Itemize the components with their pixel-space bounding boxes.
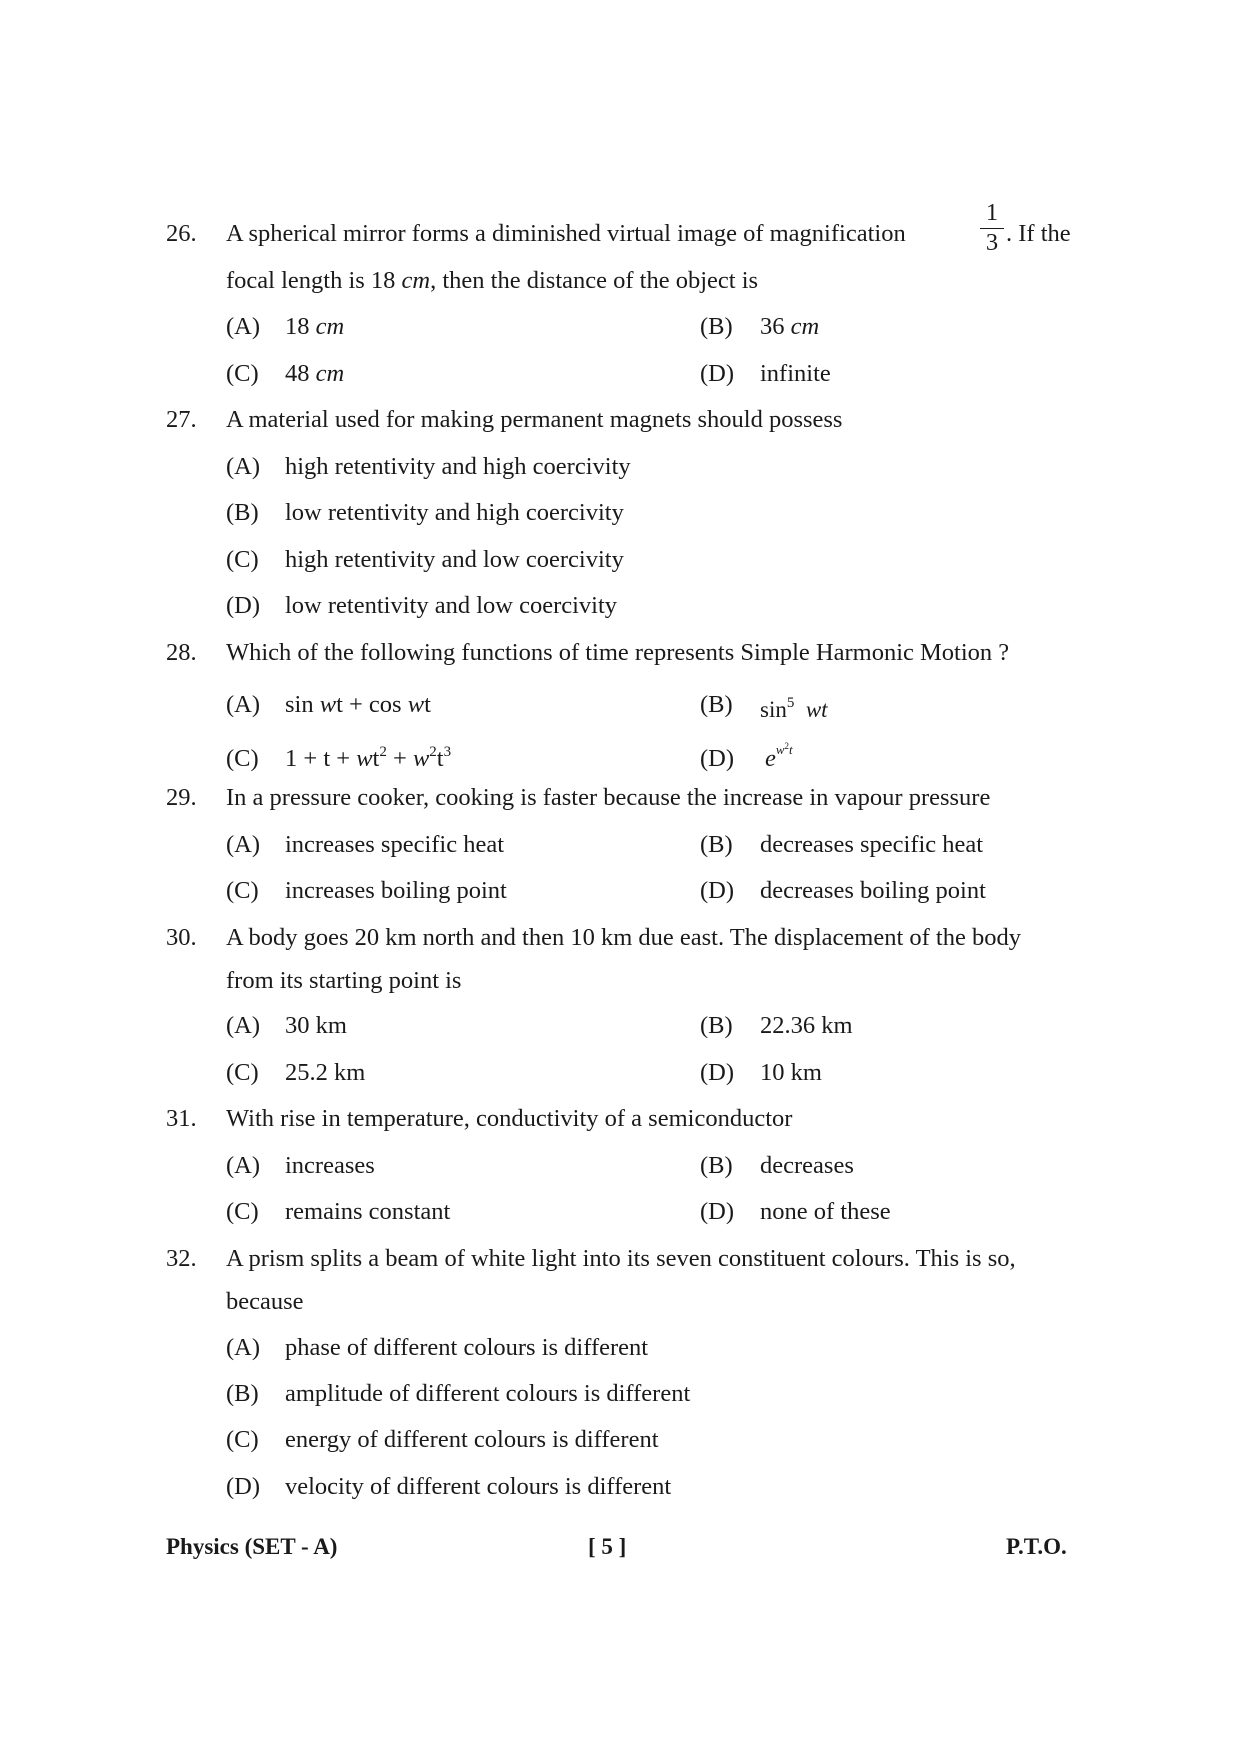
formula-exponent: 3 <box>443 744 452 760</box>
option-text: low retentivity and high coercivity <box>285 499 624 526</box>
option-text: increases boiling point <box>285 877 507 904</box>
fraction-numerator: 1 <box>985 199 999 226</box>
question-text-line: A spherical mirror forms a diminished virtual image of magnification <box>226 220 906 247</box>
option-label: (C) <box>226 877 259 904</box>
option-text: increases specific heat <box>285 831 505 858</box>
fraction-one-third <box>978 200 1006 256</box>
option-text: low retentivity and low coercivity <box>285 592 618 619</box>
option-text: amplitude of different colours is different <box>285 1380 691 1407</box>
option-label: (D) <box>700 877 735 904</box>
question-number: 32. <box>166 1245 197 1272</box>
formula-part: t <box>424 691 431 718</box>
option-label: (D) <box>700 360 735 387</box>
option-formula <box>285 744 451 774</box>
formula-exponent: 2 <box>784 741 790 751</box>
formula-var: w <box>412 745 430 772</box>
option-text: phase of different colours is different <box>285 1334 649 1361</box>
option-label: (C) <box>226 1059 259 1086</box>
question-text-line <box>226 266 758 296</box>
question-number: 26. <box>166 220 197 247</box>
option-label: (A) <box>226 313 261 340</box>
option-text <box>285 312 344 342</box>
option-label: (B) <box>700 1012 733 1039</box>
footer-subject: Physics (SET - A) <box>166 1534 338 1559</box>
question-text-line: A body goes 20 km north and then 10 km due east. The displacement of the body <box>226 924 1021 951</box>
text-part: , then the distance of the object is <box>430 267 759 294</box>
question-text-line: from its starting point is <box>226 967 462 994</box>
formula-var: w <box>356 745 373 772</box>
option-value: 48 <box>285 360 310 387</box>
formula-part: + <box>386 745 413 772</box>
question-text-line: A prism splits a beam of white light into its seven constituent colours. This is so, <box>226 1245 1016 1272</box>
option-label: (B) <box>226 1380 259 1407</box>
option-text: high retentivity and high coercivity <box>285 453 631 480</box>
question-number: 28. <box>166 639 197 666</box>
formula-exponent: 2 <box>379 744 387 760</box>
option-label: (C) <box>226 1198 259 1225</box>
option-text: 10 km <box>760 1059 822 1086</box>
option-text <box>285 359 344 389</box>
unit-text: cm <box>401 267 431 294</box>
option-text: 25.2 km <box>285 1059 366 1086</box>
question-text-tail: . If the <box>1006 220 1071 247</box>
option-label: (A) <box>226 1334 261 1361</box>
option-text: increases <box>285 1152 375 1179</box>
option-label: (B) <box>700 1152 733 1179</box>
unit-text: cm <box>315 313 345 340</box>
option-label: (A) <box>226 691 261 718</box>
option-value: 18 <box>285 313 310 340</box>
fraction-denominator: 3 <box>985 229 999 256</box>
footer-pto: P.T.O. <box>1006 1534 1067 1559</box>
question-text-line: because <box>226 1288 304 1315</box>
option-label: (A) <box>226 1012 261 1039</box>
option-text: 30 km <box>285 1012 347 1039</box>
option-text: velocity of different colours is different <box>285 1473 672 1500</box>
option-formula <box>285 690 431 720</box>
option-label: (D) <box>700 745 735 772</box>
formula-exponent: 5 <box>786 695 795 711</box>
question-number: 30. <box>166 924 197 951</box>
option-label: (B) <box>700 691 733 718</box>
formula-var: w <box>407 691 425 718</box>
option-label: (D) <box>226 592 261 619</box>
question-text: With rise in temperature, conductivity of a semiconductor <box>226 1105 793 1132</box>
question-text: In a pressure cooker, cooking is faster because the increase in vapour pressure <box>226 784 991 811</box>
option-formula <box>760 695 828 725</box>
question-text <box>226 219 906 249</box>
option-label: (B) <box>226 499 259 526</box>
option-label: (A) <box>226 453 261 480</box>
option-formula <box>765 741 793 774</box>
option-label: (D) <box>700 1198 735 1225</box>
option-text: infinite <box>760 360 831 387</box>
question-text: A material used for making permanent magnets should possess <box>226 406 843 433</box>
question-number: 27. <box>166 406 197 433</box>
formula-exponent: 2 <box>429 744 437 760</box>
option-label: (A) <box>226 1152 261 1179</box>
option-text: high retentivity and low coercivity <box>285 546 624 573</box>
formula-var: t <box>789 742 793 757</box>
option-label: (D) <box>226 1473 261 1500</box>
option-text: decreases <box>760 1152 854 1179</box>
footer-page-number: [ 5 ] <box>588 1534 627 1559</box>
formula-part: sin <box>760 697 787 722</box>
option-text: remains constant <box>285 1198 451 1225</box>
formula-var: wt <box>805 697 828 722</box>
formula-part: t <box>436 745 444 772</box>
option-label: (B) <box>700 313 733 340</box>
option-label: (C) <box>226 745 259 772</box>
option-text: decreases specific heat <box>760 831 984 858</box>
formula-part: 1 + t + <box>285 745 357 772</box>
option-text: decreases boiling point <box>760 877 986 904</box>
option-value: 36 <box>760 313 785 340</box>
formula-var: w <box>775 742 785 757</box>
question-number: 31. <box>166 1105 197 1132</box>
formula-part: t + cos <box>336 691 408 718</box>
formula-part: t <box>372 745 380 772</box>
option-text: energy of different colours is different <box>285 1426 659 1453</box>
option-label: (D) <box>700 1059 735 1086</box>
text-part: focal length is 18 <box>226 267 402 294</box>
option-label: (C) <box>226 1426 259 1453</box>
option-label: (B) <box>700 831 733 858</box>
formula-var: w <box>319 691 337 718</box>
option-label: (C) <box>226 546 259 573</box>
unit-text: cm <box>790 313 820 340</box>
formula-var: e <box>765 745 776 772</box>
question-number: 29. <box>166 784 197 811</box>
question-text: Which of the following functions of time represents Simple Harmonic Motion ? <box>226 639 1010 666</box>
option-label: (A) <box>226 831 261 858</box>
unit-text: cm <box>315 360 345 387</box>
option-text: 22.36 km <box>760 1012 853 1039</box>
option-text <box>760 312 819 342</box>
option-label: (C) <box>226 360 259 387</box>
option-text: none of these <box>760 1198 891 1225</box>
formula-part: sin <box>285 691 320 718</box>
